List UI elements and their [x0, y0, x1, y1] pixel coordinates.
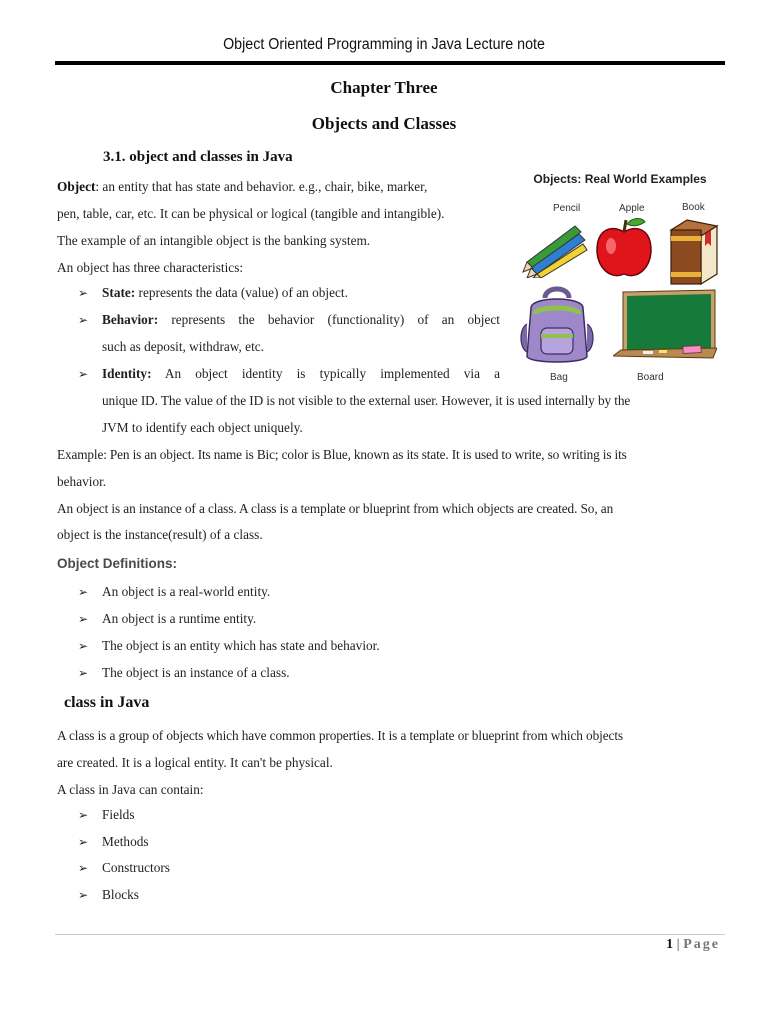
- definition-item: An object is a real-world entity.: [102, 584, 271, 599]
- bullet-icon: ➢: [78, 861, 89, 875]
- bullet-icon: ➢: [78, 639, 89, 653]
- bullet-icon: ➢: [78, 585, 89, 599]
- page-label: Page: [683, 937, 720, 952]
- apple-label: Apple: [619, 203, 645, 214]
- definition-item: The object is an entity which has state and behavior.: [102, 638, 380, 653]
- board-icon: [613, 288, 717, 368]
- example-line-1: Example: Pen is an object. Its name is Bic; color is Blue, known as its state. It is used to write, so writing is its: [57, 447, 627, 462]
- class-para-line-1: A class is a group of objects which have common properties. It is a template or blueprint from which objects: [57, 728, 623, 743]
- bullet-icon: ➢: [78, 313, 89, 327]
- example-line-2: behavior.: [57, 474, 107, 489]
- identity-cont-2: JVM to identify each object uniquely.: [102, 420, 303, 435]
- running-header: Object Oriented Programming in Java Lecture note: [223, 36, 545, 53]
- behavior-item: [102, 312, 500, 328]
- class-content-item: Constructors: [102, 860, 170, 875]
- section-heading-3-1: 3.1. object and classes in Java: [103, 149, 293, 165]
- instance-line-1: An object is an instance of a class. A class is a template or blueprint from which objects are created. So, an: [57, 501, 614, 516]
- object-term: Object: [57, 179, 96, 194]
- identity-term: Identity:: [102, 366, 152, 381]
- bullet-icon: ➢: [78, 367, 89, 381]
- behavior-text: represents the behavior (functionality) of an object: [158, 312, 500, 327]
- definition-item: The object is an instance of a class.: [102, 665, 290, 680]
- board-label: Board: [637, 372, 664, 383]
- apple-icon: [593, 216, 655, 282]
- book-label: Book: [682, 202, 705, 213]
- book-icon: [665, 216, 721, 286]
- class-para-line-3: A class in Java can contain:: [57, 782, 204, 797]
- bag-icon: [517, 284, 597, 368]
- bullet-icon: ➢: [78, 888, 89, 902]
- class-content-item: Fields: [102, 807, 135, 822]
- definition-item: An object is a runtime entity.: [102, 611, 257, 626]
- real-world-objects-figure: [515, 170, 725, 390]
- state-text: represents the data (value) of an object.: [135, 285, 348, 300]
- state-term: State:: [102, 285, 136, 300]
- object-para-text-1: : an entity that has state and behavior. e.g., chair, bike, marker,: [95, 179, 428, 194]
- object-definitions-heading: Object Definitions:: [57, 556, 178, 571]
- pencil-icon: [521, 218, 593, 278]
- class-content-item: Blocks: [102, 887, 139, 902]
- bullet-icon: ➢: [78, 808, 89, 822]
- identity-item: [102, 366, 500, 382]
- footer-rule: [55, 934, 725, 935]
- object-para-line-4: An object has three characteristics:: [57, 260, 244, 275]
- page-number: [666, 937, 720, 953]
- object-para-line-3: The example of an intangible object is the banking system.: [57, 233, 371, 248]
- bullet-icon: ➢: [78, 286, 89, 300]
- chapter-subtitle: Objects and Classes: [311, 114, 457, 133]
- bullet-icon: ➢: [78, 612, 89, 626]
- class-content-item: Methods: [102, 834, 149, 849]
- header-rule: [55, 61, 725, 65]
- object-para-line-2: pen, table, car, etc. It can be physical or logical (tangible and intangible).: [57, 206, 445, 221]
- class-para-line-2: are created. It is a logical entity. It can't be physical.: [57, 755, 333, 770]
- pencil-label: Pencil: [553, 203, 581, 214]
- identity-text: An object identity is typically implemented via a: [151, 366, 500, 381]
- object-para-line-1: [57, 178, 427, 196]
- figure-title: Objects: Real World Examples: [533, 172, 707, 186]
- page-number-value: 1: [666, 937, 674, 952]
- behavior-cont: such as deposit, withdraw, etc.: [102, 339, 264, 354]
- bag-label: Bag: [550, 372, 568, 383]
- bullet-icon: ➢: [78, 835, 89, 849]
- instance-line-2: object is the instance(result) of a class.: [57, 527, 263, 542]
- section-heading-class-in-java: class in Java: [64, 694, 150, 711]
- page-separator: |: [673, 937, 684, 952]
- identity-cont-1: unique ID. The value of the ID is not visible to the external user. However, it is used internally by the: [102, 393, 631, 408]
- bullet-icon: ➢: [78, 666, 89, 680]
- behavior-term: Behavior:: [102, 312, 159, 327]
- chapter-title: Chapter Three: [330, 78, 438, 97]
- state-item: [102, 285, 348, 301]
